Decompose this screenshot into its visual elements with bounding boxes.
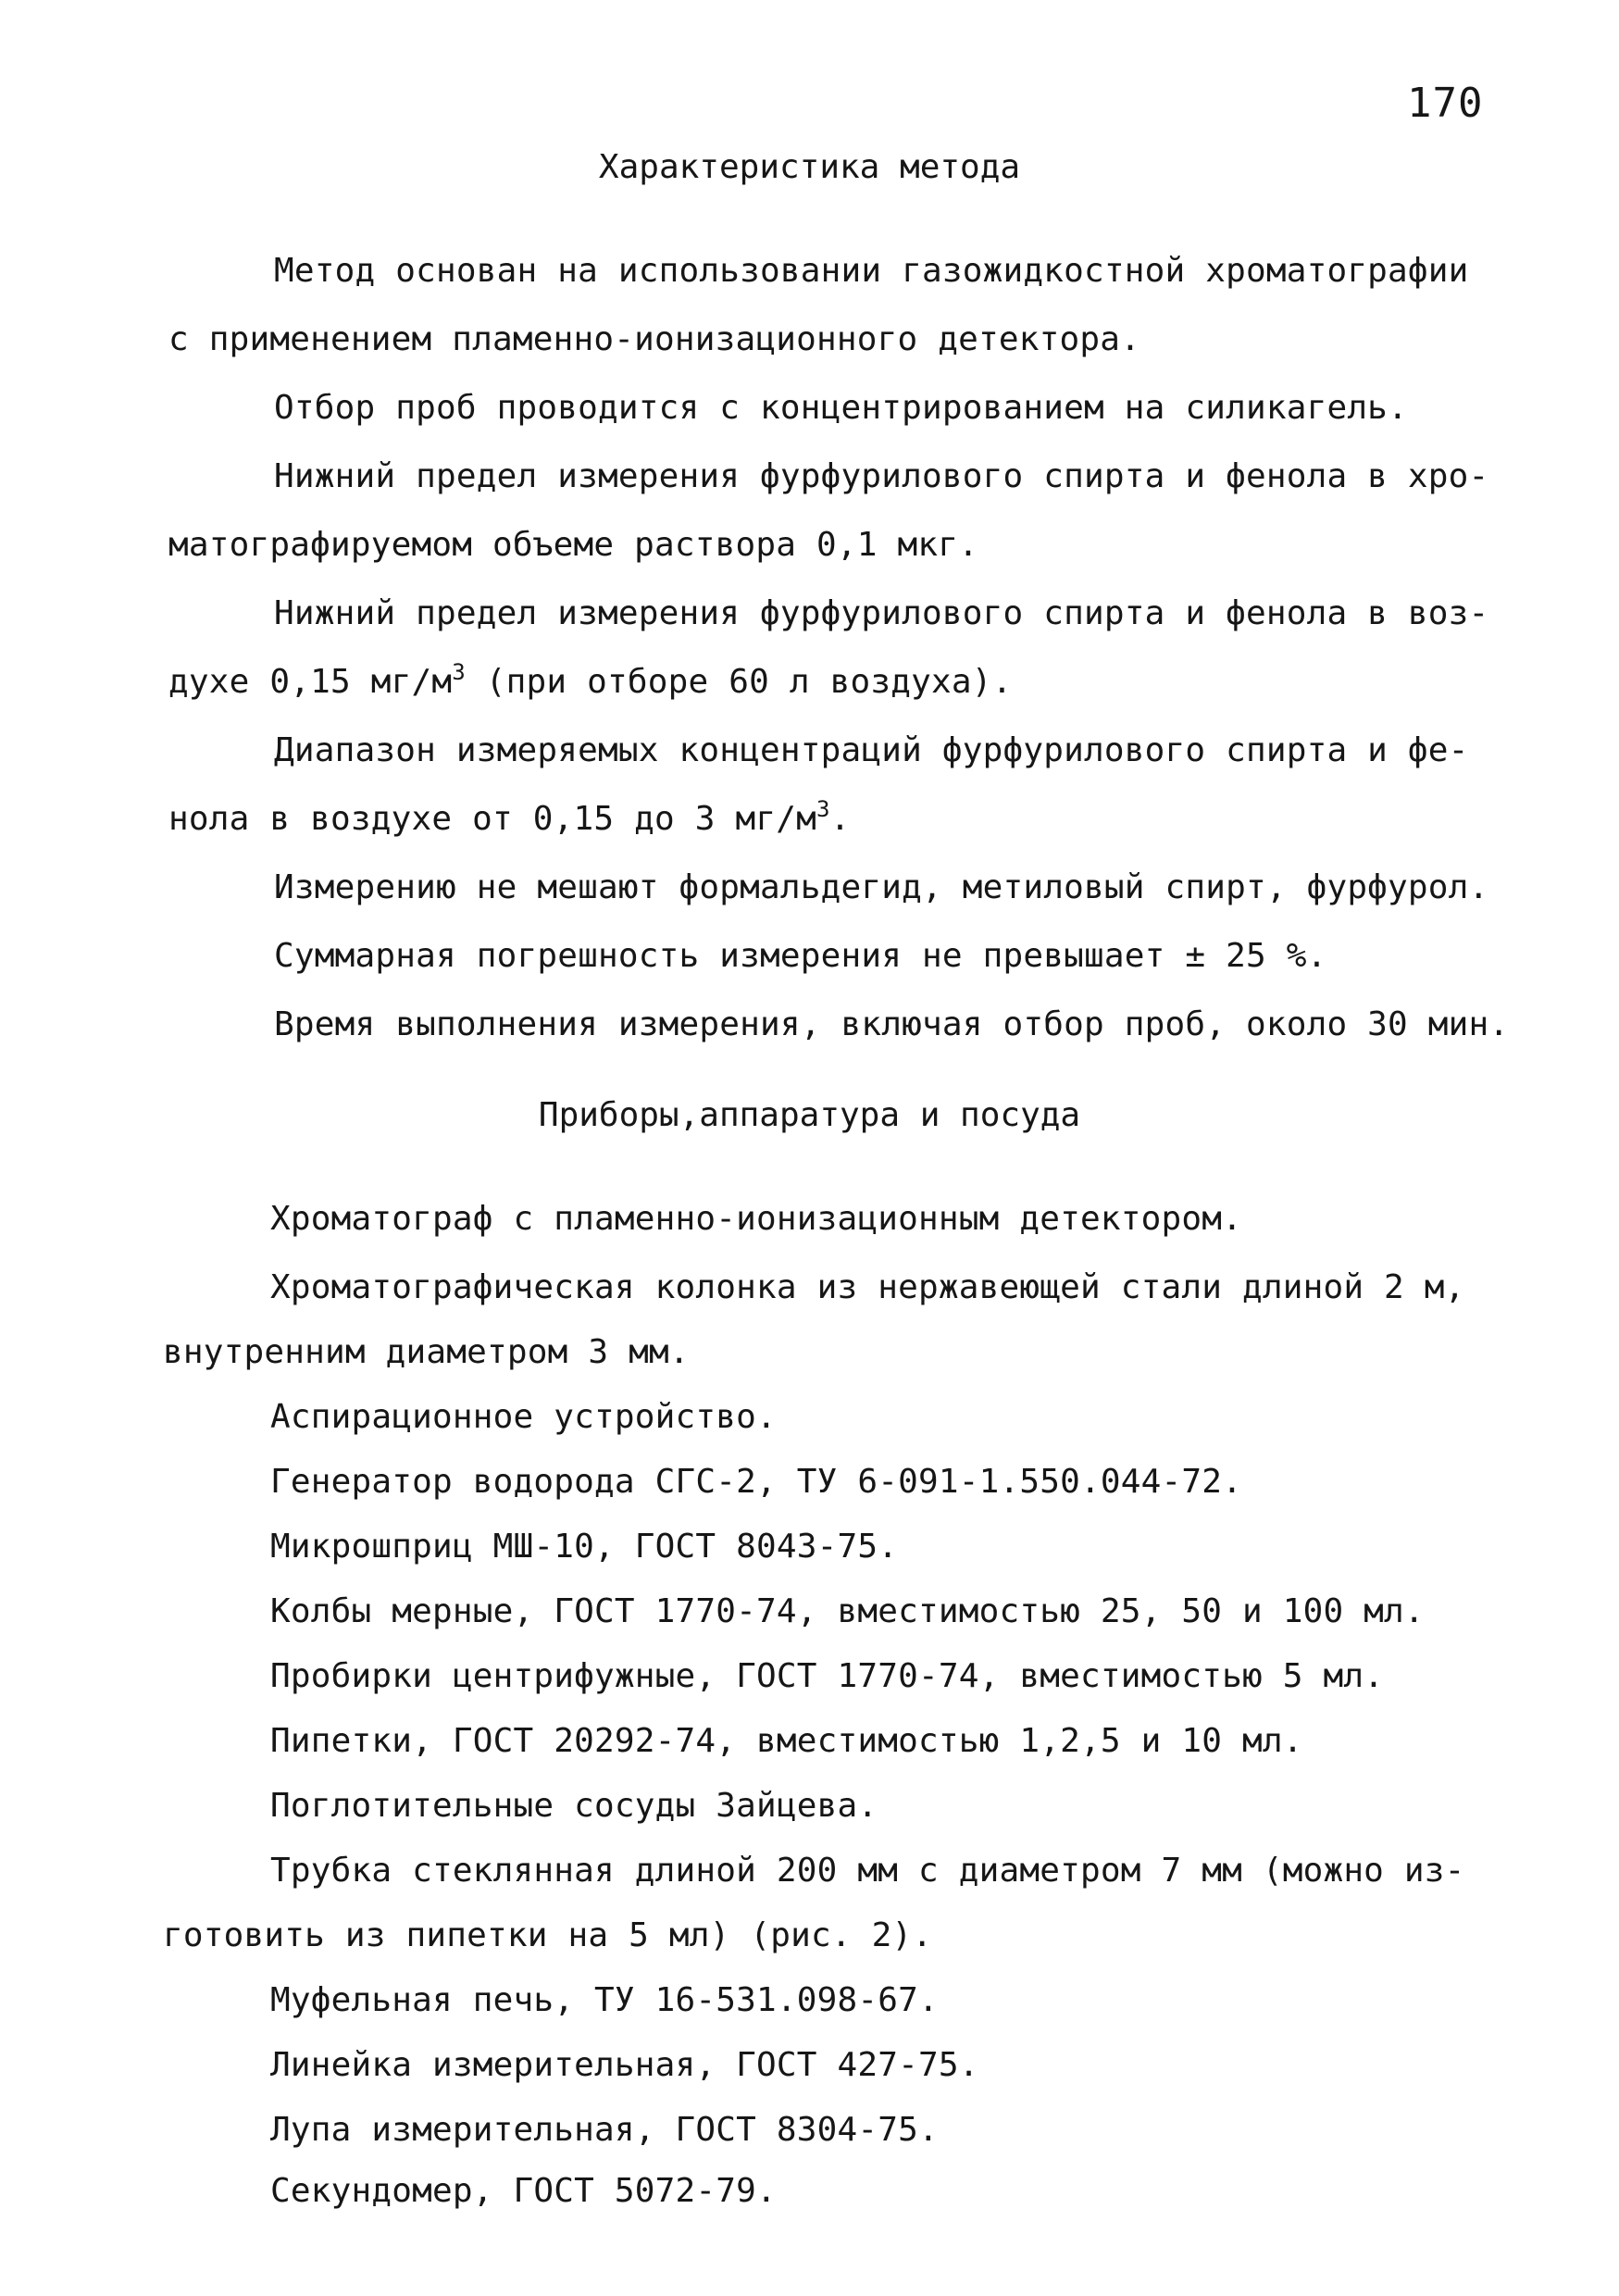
text-fragment: . [829,800,851,838]
list-item: Микрошприц МШ-10, ГОСТ 8043-75. [270,1528,899,1566]
text-fragment: (при отборе 60 л воздуха). [465,663,1013,701]
superscript: 3 [452,659,466,685]
list-item: Муфельная печь, ТУ 16-531.098-67. [270,1981,939,2019]
list-item: Хроматографическая колонка из нержавеющей стали длиной 2 м, [270,1268,1465,1306]
text-line: Метод основан на использовании газожидкостной хроматографии [274,252,1469,290]
list-item: Поглотительные сосуды Зайцева. [270,1787,878,1825]
page-number: 170 [1407,80,1484,127]
list-item: Трубка стеклянная длиной 200 мм с диаметром 7 мм (можно из- [270,1852,1465,1890]
list-item: внутренним диаметром 3 мм. [163,1333,690,1371]
section-title-equipment: Приборы,аппаратура и посуда [538,1096,1081,1134]
text-line: Отбор проб проводится с концентрированием на силикагель. [274,389,1408,427]
text-line: Время выполнения измерения, включая отбор проб, около 30 мин. [274,1005,1510,1043]
text-fragment: духе 0,15 мг/м [168,663,453,701]
list-item: Колбы мерные, ГОСТ 1770-74, вместимостью 25, 50 и 100 мл. [270,1592,1425,1630]
text-line: Нижний предел измерения фурфурилового спирта и фенола в воз- [274,594,1489,632]
text-fragment: нола в воздухе от 0,15 до 3 мг/м [168,800,816,838]
superscript: 3 [816,796,830,822]
list-item: Секундомер, ГОСТ 5072-79. [270,2172,777,2210]
list-item: Пипетки, ГОСТ 20292-74, вместимостью 1,2,5 и 10 мл. [270,1722,1303,1760]
list-item: Генератор водорода СГС-2, ТУ 6-091-1.550.044-72. [270,1463,1242,1501]
text-line [168,796,851,838]
list-item: Пробирки центрифужные, ГОСТ 1770-74, вместимостью 5 мл. [270,1657,1385,1695]
list-item: Хроматограф с пламенно-ионизационным детектором. [270,1200,1242,1238]
list-item: Лупа измерительная, ГОСТ 8304-75. [270,2111,939,2149]
list-item: Линейка измерительная, ГОСТ 427-75. [270,2046,979,2084]
text-line: матографируемом объеме раствора 0,1 мкг. [168,526,978,564]
text-line: Диапазон измеряемых концентраций фурфурилового спирта и фе- [274,731,1469,769]
text-line [168,659,1013,701]
text-line: Нижний предел измерения фурфурилового спирта и фенола в хро- [274,457,1489,495]
text-line: с применением пламенно-ионизационного детектора. [168,320,1140,358]
text-line: Суммарная погрешность измерения не превышает ± 25 %. [274,937,1327,975]
list-item: готовить из пипетки на 5 мл) (рис. 2). [163,1916,933,1954]
list-item: Аспирационное устройство. [270,1398,777,1436]
text-line: Измерению не мешают формальдегид, метиловый спирт, фурфурол. [274,868,1489,906]
section-title-method: Характеристика метода [598,148,1021,186]
